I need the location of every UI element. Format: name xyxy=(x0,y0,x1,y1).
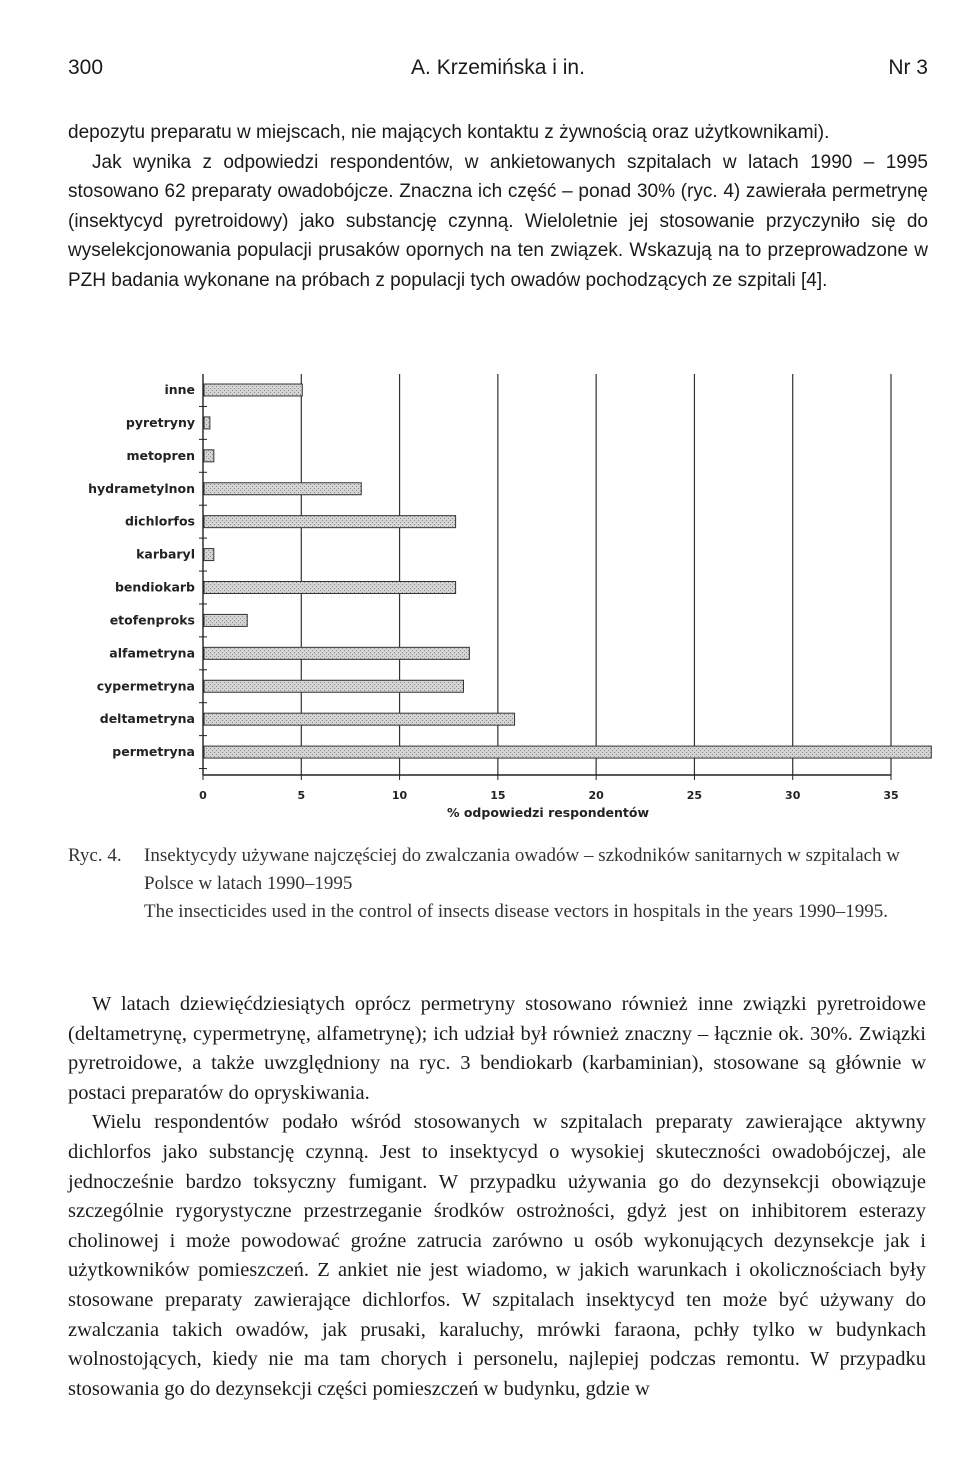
x-tick-label: 35 xyxy=(883,789,899,802)
x-tick-label: 15 xyxy=(490,789,506,802)
intro-text xyxy=(68,118,928,295)
category-label: karbaryl xyxy=(136,546,195,562)
category-label: dichlorfos xyxy=(124,513,195,529)
category-label: permetryna xyxy=(112,744,195,760)
category-label: inne xyxy=(164,382,195,397)
category-label: etofenproks xyxy=(109,612,195,628)
bar-chart xyxy=(60,370,940,830)
category-label: cypermetryna xyxy=(96,678,195,694)
x-axis-label: % odpowiedzi respondentów xyxy=(446,805,650,820)
category-label: deltametryna xyxy=(99,711,195,727)
x-tick-label: 20 xyxy=(588,789,604,802)
bar-dichlorfos xyxy=(204,516,456,528)
page-header xyxy=(68,56,928,90)
caption-label: Ryc. 4. xyxy=(68,845,122,866)
bar-permetryna xyxy=(204,746,931,758)
intro-paragraph-2: Jak wynika z odpowiedzi respondentów, w ankietowanych szpitalach w latach 1990 – 1995 stosowano 62 preparaty owadobójcze. Znaczna ich część – ponad 30% (ryc. 4) zawierała permetrynę (insektycyd pyretroidowy) jako substancję czynną. Wieloletnie jej stosowanie przyczyniło się do wyselekcjonowania populacji prusaków opornych na ten związek. Wskazują na to przeprowadzone w PZH badania wykonane na próbach z populacji tych owadów pochodzących ze szpitali [4]. xyxy=(68,151,928,291)
caption-polish: Insektycydy używane najczęściej do zwalczania owadów – szkodników sanitarnych w szpitalach w Polsce w latach 1990–1995 xyxy=(144,845,901,894)
body-paragraph-2: Wielu respondentów podało wśród stosowanych w szpitalach preparaty zawierające aktywny dichlorfos jako substancję czynną. Jest to insektycyd o wysokiej skuteczności owadobójczej, ale jednocześnie bardzo toksyczny fumigant. W przypadku używania go do dezynsekcji obowiązuje szczególnie rygorystyczne przestrzeganie środków ostrożności, gdyż jest on inhibitorem esterazy cholinowej i może powodować groźne zatrucia zarówno u osób wykonujących dezynsekcje jak i użytkowników pomieszczeń. Z ankiet nie jest wiadomo, w jakich warunkach i okolicznościach były stosowane preparaty zawierające dichlorfos. W szpitalach insektycyd ten może być używany do zwalczania takich owadów, jak prusaki, karaluchy, mrówki faraona, pchły tylko w budynkach wolnostojących, kiedy nie ma tam chorych i personelu, najlepiej podczas remontu. W przypadku stosowania go do dezynsekcji części pomieszczeń w budynku, gdzie w xyxy=(68,1111,926,1400)
bar-pyretryny xyxy=(204,417,210,429)
body-text xyxy=(68,990,926,1404)
bar-cypermetryna xyxy=(204,680,463,692)
x-tick-label: 25 xyxy=(686,789,703,802)
bar-bendiokarb xyxy=(204,582,456,594)
bar-etofenproks xyxy=(204,614,247,626)
x-tick-label: 10 xyxy=(391,789,408,802)
body-paragraph-1: W latach dziewięćdziesiątych oprócz permetryny stosowano również inne związki pyretroidowe (deltametrynę, cypermetrynę, alfametrynę); ich udział był również znaczny – łącznie ok. 30%. Związki pyretroidowe, a także uwzględniony na ryc. 3 bendiokarb (karbaminian), stosowane są głównie w postaci preparatów do opryskiwania. xyxy=(68,993,926,1104)
bar-hydrametylnon xyxy=(204,483,361,495)
x-tick-label: 5 xyxy=(297,789,306,802)
intro-paragraph-1: depozytu preparatu w miejscach, nie mających kontaktu z żywnością oraz użytkownikami). xyxy=(68,122,830,143)
running-title-authors: A. Krzemińska i in. xyxy=(411,56,585,79)
x-tick-label: 30 xyxy=(785,789,801,802)
page-number: 300 xyxy=(68,56,104,79)
figure-caption xyxy=(68,842,928,926)
figure-4-chart xyxy=(60,370,940,830)
bar-metopren xyxy=(204,450,214,462)
category-label: alfametryna xyxy=(109,645,195,661)
caption-english: The insecticides used in the control of insects disease vectors in hospitals in the years 1990–1995. xyxy=(144,901,888,922)
category-label: metopren xyxy=(126,447,195,463)
bar-inne xyxy=(204,384,302,396)
bar-alfametryna xyxy=(204,647,469,659)
bar-deltametryna xyxy=(204,713,515,725)
bar-karbaryl xyxy=(204,549,214,561)
category-label: hydrametylnon xyxy=(88,480,195,496)
category-label: bendiokarb xyxy=(114,579,195,595)
category-label: pyretryny xyxy=(125,414,195,430)
x-tick-label: 0 xyxy=(199,789,207,802)
issue-number: Nr 3 xyxy=(888,56,928,79)
